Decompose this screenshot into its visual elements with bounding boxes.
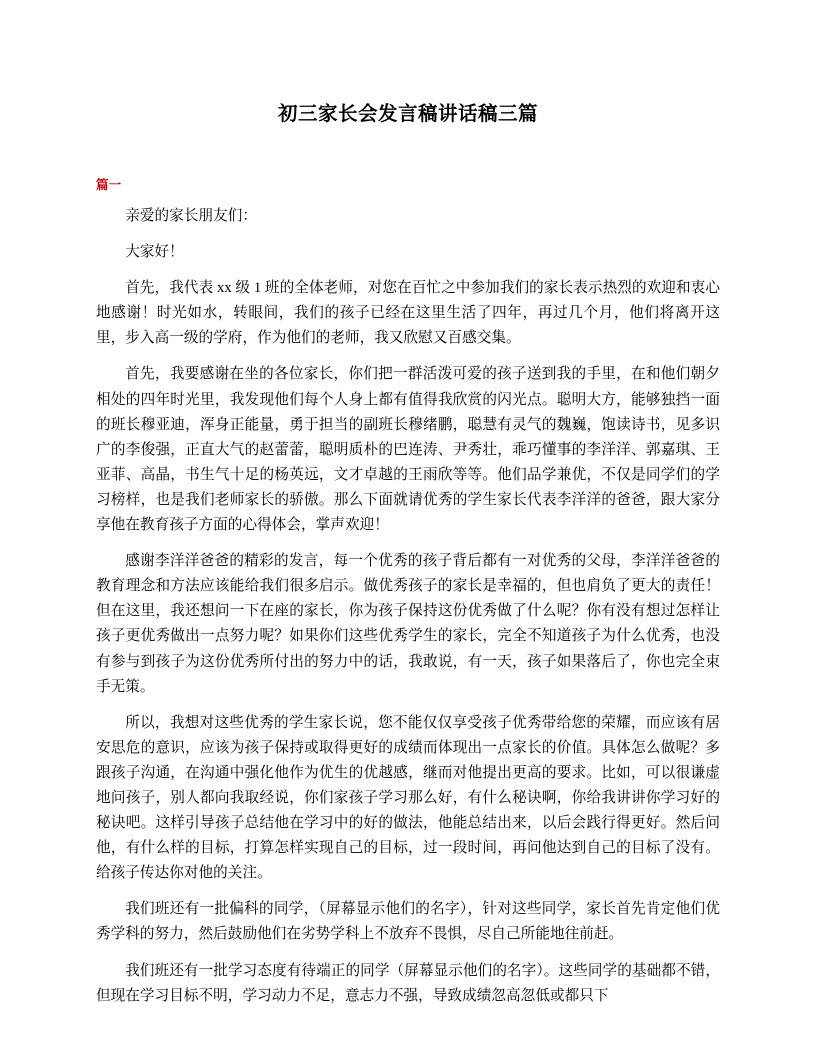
paragraph-advice: 所以，我想对这些优秀的学生家长说，您不能仅仅享受孩子优秀带给您的荣耀，而应该有居安思危的意识，应该为孩子保持或取得更好的成绩而体现出一点家长的价值。具体怎么做呢？多跟孩子沟通，在沟通中强化他作为优生的优越感，继而对他提出更高的要求。比如，可以很谦虚地问孩子，别人都向我取经说，你们家孩子学习那么好，有什么秘诀啊，你给我讲讲你学习好的秘诀吧。这样引导孩子总结他在学习中的好的做法，他能总结出来，以后会践行得更好。然后问他，有什么样的目标，打算怎样实现自己的目标，过一段时间，再问他达到自己的目标了没有。给孩子传达你对他的关注。 <box>96 714 720 882</box>
spacer <box>96 948 720 959</box>
paragraph-partial-subject: 我们班还有一批偏科的同学，（屏幕显示他们的名字），针对这些同学，家长首先肯定他们优秀学科的努力，然后鼓励他们在劣势学科上不放弃不畏惧，尽自己所能地往前赶。 <box>96 901 720 943</box>
spacer <box>96 195 720 204</box>
spacer <box>96 351 720 362</box>
page-title: 初三家长会发言稿讲话稿三篇 <box>277 104 538 125</box>
spacer <box>96 229 720 240</box>
document-content <box>96 0 720 1009</box>
paragraph-salutation: 亲爱的家长朋友们： <box>125 208 257 224</box>
paragraph-after-speech: 感谢李洋洋爸爸的精彩的发言，每一个优秀的孩子背后都有一对优秀的父母，李洋洋爸爸的教育理念和方法应该能给我们很多启示。做优秀孩子的家长是幸福的，但也肩负了更大的责任！但在这里，我还想问一下在座的家长，你为孩子保持这份优秀做了什么呢？你有没有想过怎样让孩子更优秀做出一点努力呢？如果你们这些优秀学生的家长，完全不知道孩子为什么优秀，也没有参与到孩子为这份优秀所付出的努力中的话，我敢说，有一天，孩子如果落后了，你也完全束手无策。 <box>96 553 720 695</box>
paragraph-greeting: 大家好！ <box>125 244 184 261</box>
spacer <box>96 538 720 549</box>
spacer <box>96 700 720 711</box>
paragraph-attitude: 我们班还有一批学习态度有待端正的同学（屏幕显示他们的名字）。这些同学的基础都不错，但现在学习目标不明，学习动力不足，意志力不强，导致成绩忽高忽低或都只下 <box>96 962 720 1004</box>
spacer <box>96 886 720 897</box>
section-label-part-one: 篇一 <box>96 178 122 193</box>
paragraph-thanks-parents: 首先，我要感谢在坐的各位家长，你们把一群活泼可爱的孩子送到我的手里，在和他们朝夕相处的四年时光里，我发现他们每个人身上都有值得我欣赏的闪光点。聪明大方，能够独挡一面的班长穆亚迪，浑身正能量，勇于担当的副班长穆绪鹏，聪慧有灵气的魏巍，饱读诗书，见多识广的李俊强，正直大气的赵蕾蕾，聪明质朴的巴连涛、尹秀壮，乖巧懂事的李洋洋、郭嘉琪、王亚菲、高晶，书生气十足的杨英远，文才卓越的王雨欣等等。他们品学兼优，不仅是同学们的学习榜样，也是我们老师家长的骄傲。那么下面就请优秀的学生家长代表李洋洋的爸爸，跟大家分享他在教育孩子方面的心得体会，掌声欢迎！ <box>96 366 720 534</box>
spacer <box>96 265 720 276</box>
paragraph-welcome: 首先，我代表 xx 级 1 班的全体老师，对您在百忙之中参加我们的家长表示热烈的欢迎和衷心地感谢！时光如水，转眼间，我们的孩子已经在这里生活了四年，再过几个月，他们将离开这里，步入高一级的学府，作为他们的老师，我又欣慰又百感交集。 <box>96 280 720 347</box>
